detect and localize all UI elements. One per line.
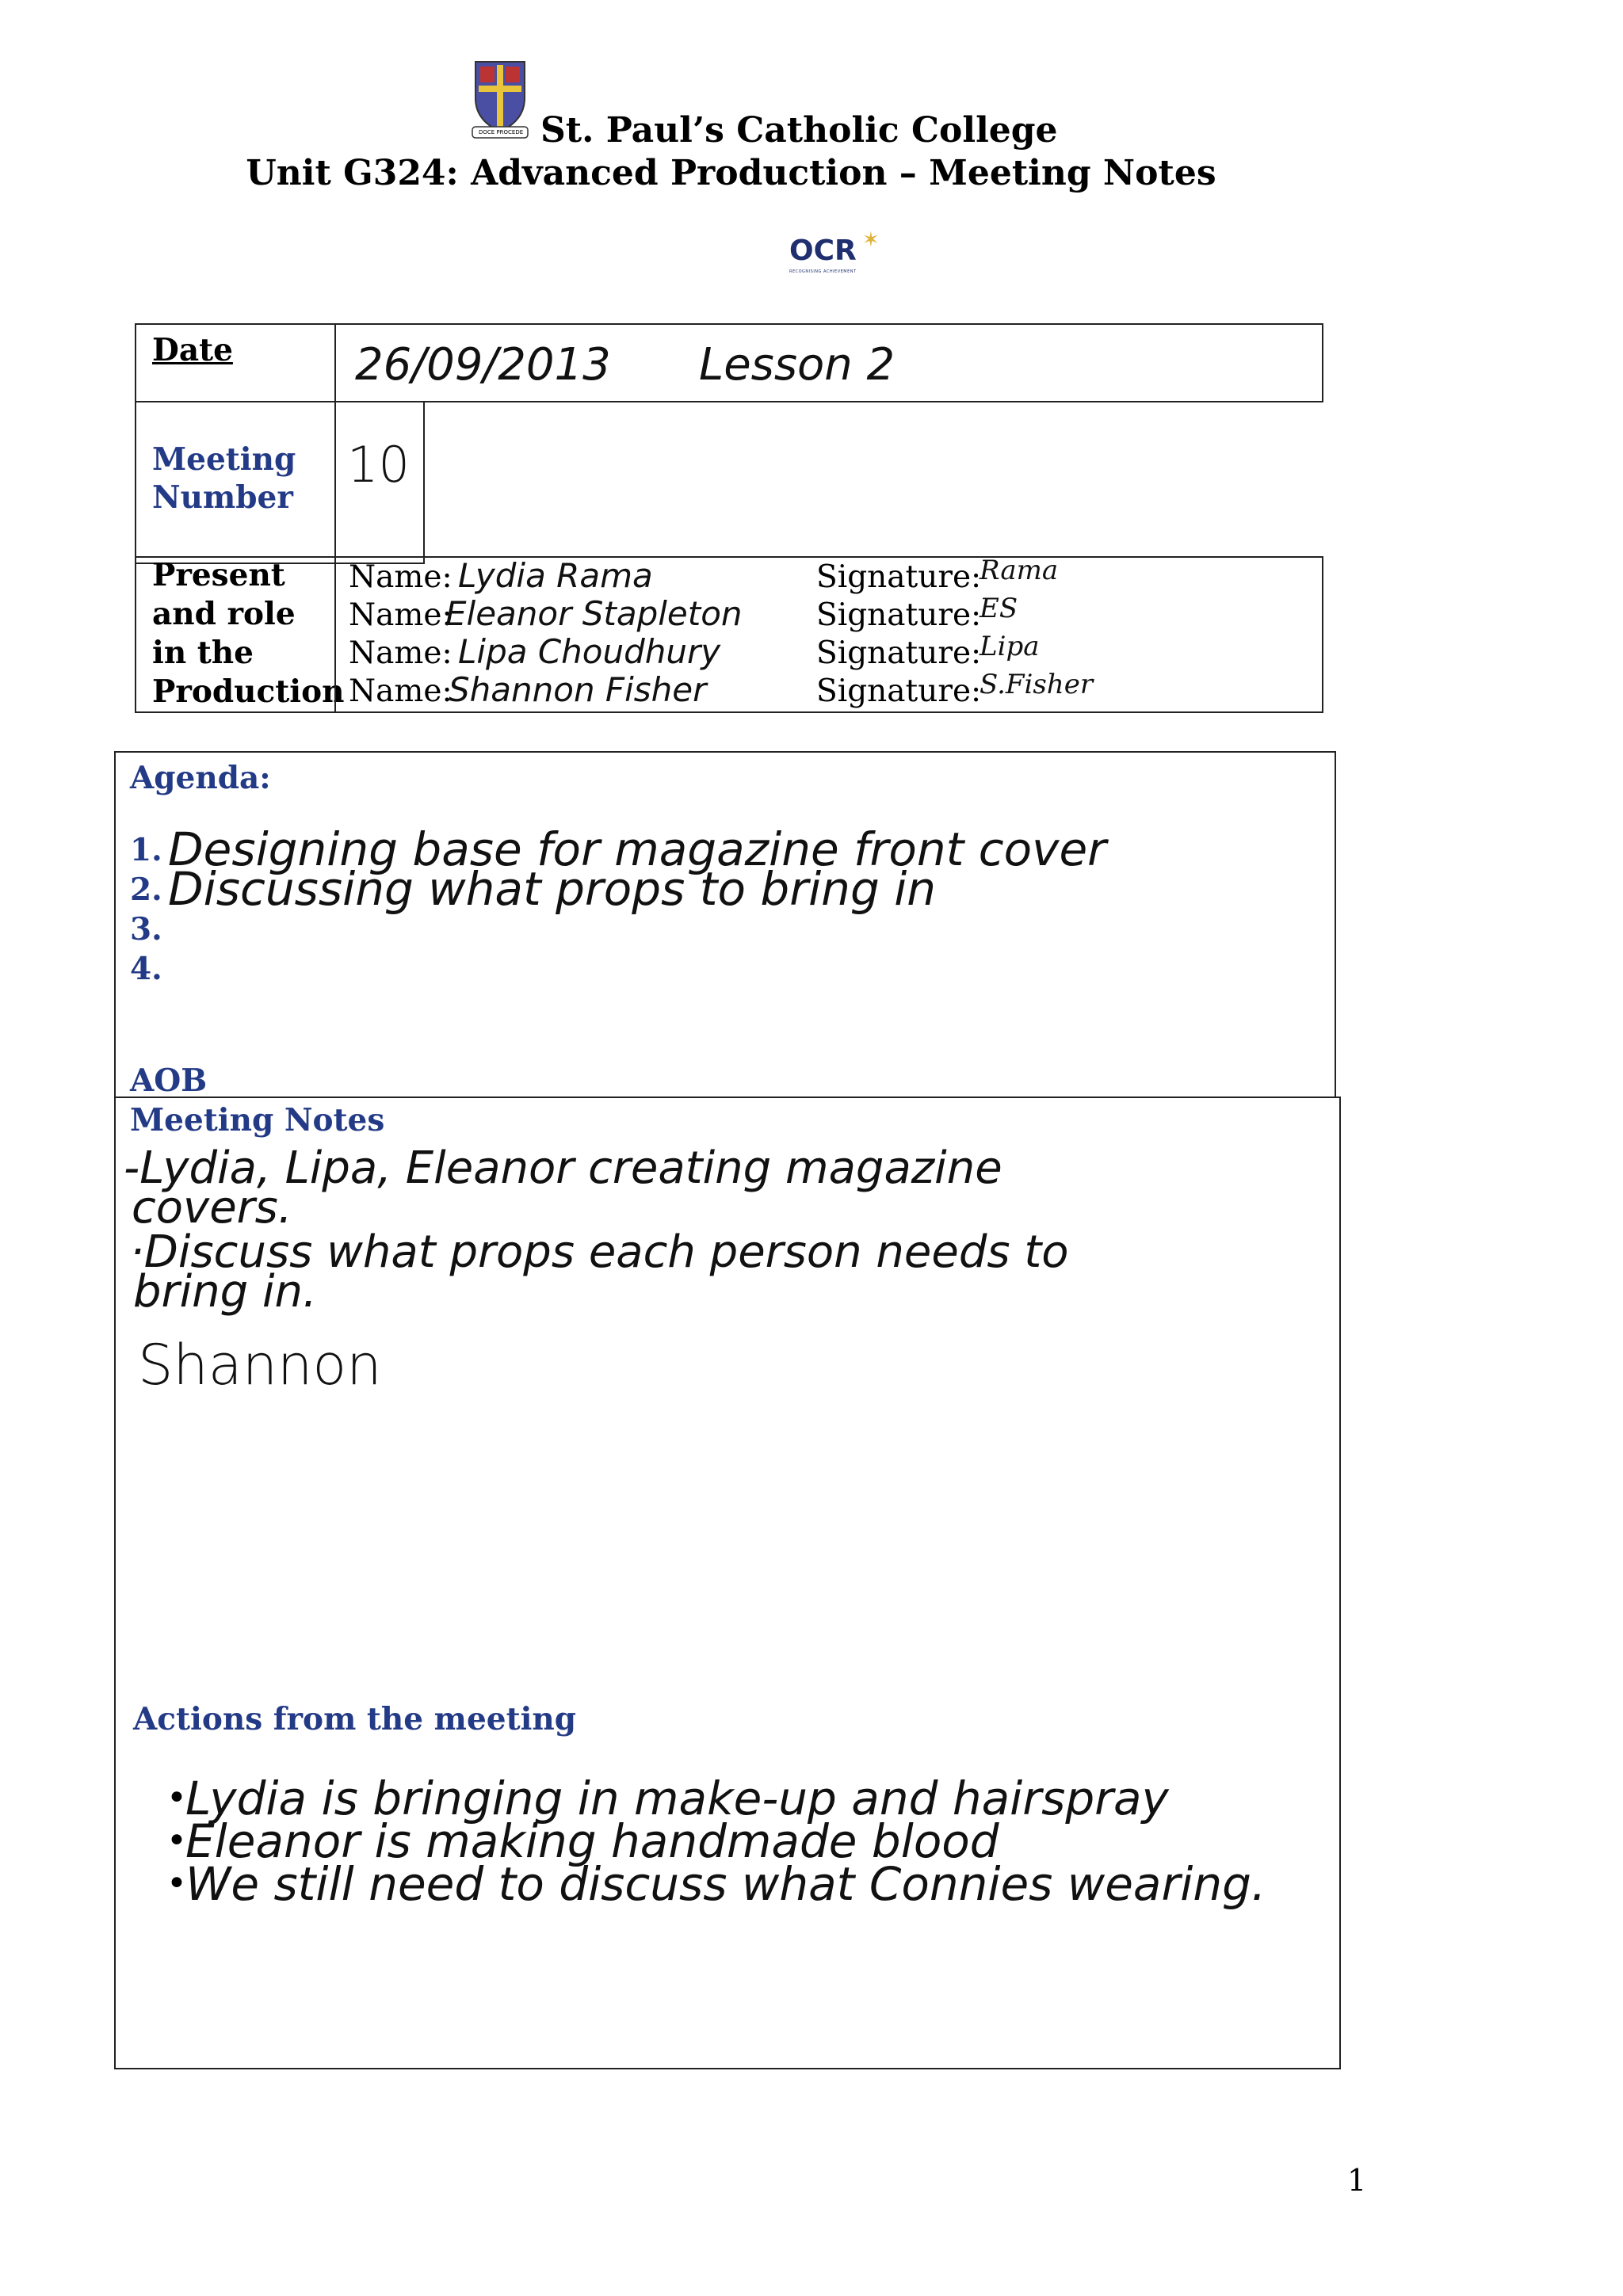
notes-line: -Lydia, Lipa, Eleanor creating magazine — [124, 1142, 1002, 1194]
present-label-cell — [135, 556, 345, 713]
name-prefix: Name: — [349, 559, 453, 595]
aob-label: AOB — [130, 1062, 208, 1099]
page-number: 1 — [1347, 2163, 1367, 2198]
agenda-title: Agenda: — [130, 760, 271, 796]
bullet-icon: • — [166, 1821, 187, 1861]
date-value-cell — [334, 323, 1323, 402]
attendee-signature: Lipa — [980, 631, 1040, 662]
meeting-number-value: 10 — [347, 436, 410, 494]
attendee-signature: Rama — [980, 555, 1059, 586]
meeting-number-label-cell — [135, 401, 336, 564]
details-table — [135, 323, 1323, 713]
signature-prefix: Signature: — [816, 597, 982, 633]
agenda-box — [114, 751, 1336, 1098]
signature-prefix: Signature: — [816, 635, 982, 671]
signature-prefix: Signature: — [816, 559, 982, 595]
present-names-cell — [334, 556, 1323, 713]
attendee-name: Lydia Rama — [458, 556, 653, 595]
name-prefix: Name: — [349, 635, 453, 671]
attendee-name: Lipa Choudhury — [458, 632, 721, 671]
agenda-item-text: Designing base for magazine front cover — [168, 822, 1107, 876]
ocr-tagline: RECOGNISING ACHIEVEMENT — [789, 269, 857, 274]
meeting-notes-title: Meeting Notes — [130, 1102, 385, 1138]
date-label: Date — [152, 332, 233, 368]
ocr-logo — [786, 228, 889, 279]
agenda-item-number: 2. — [130, 871, 162, 908]
bullet-icon: • — [166, 1863, 187, 1904]
meeting-number-value-cell — [334, 401, 425, 564]
ocr-logo-text: OCR — [789, 235, 857, 267]
unit-title: Unit G324: Advanced Production – Meeting Notes — [246, 153, 1216, 193]
agenda-item-text: Discussing what props to bring in — [168, 862, 937, 916]
agenda-item-number: 1. — [130, 832, 162, 868]
bullet-icon: • — [166, 1778, 187, 1818]
notes-line: Shannon — [138, 1333, 382, 1398]
date-label-cell — [135, 323, 336, 402]
present-label: Present and role in the Production — [152, 557, 345, 710]
date-value: 26/09/2013 — [355, 339, 611, 391]
attendee-signature: ES — [980, 593, 1018, 624]
action-item-text: Lydia is bringing in make-up and hairspray — [185, 1772, 1169, 1825]
agenda-item-number: 3. — [130, 911, 162, 948]
agenda-item-number: 4. — [130, 951, 162, 987]
name-prefix: Name: — [349, 673, 453, 709]
actions-title: Actions from the meeting — [133, 1701, 577, 1737]
college-name: St. Paul’s Catholic College — [540, 110, 1058, 151]
notes-line: covers. — [132, 1182, 292, 1234]
college-crest — [471, 59, 529, 141]
crest-motto: DOCE PROCEDE — [479, 129, 524, 135]
attendee-signature: S.Fisher — [980, 669, 1094, 700]
meeting-number-label: Meeting Number — [152, 441, 296, 516]
notes-line: ·Discuss what props each person needs to — [130, 1226, 1069, 1278]
attendee-name: Shannon Fisher — [449, 670, 707, 709]
action-item-text: Eleanor is making handmade blood — [185, 1814, 999, 1868]
attendee-name: Eleanor Stapleton — [445, 594, 743, 633]
signature-prefix: Signature: — [816, 673, 982, 709]
notes-line: bring in. — [133, 1266, 317, 1318]
lesson-value: Lesson 2 — [699, 339, 896, 391]
action-item-text: We still need to discuss what Connies wearing. — [185, 1857, 1266, 1911]
star-icon: ✶ — [862, 228, 880, 252]
meeting-notes-box — [114, 1097, 1341, 2069]
name-prefix: Name: — [349, 597, 453, 633]
